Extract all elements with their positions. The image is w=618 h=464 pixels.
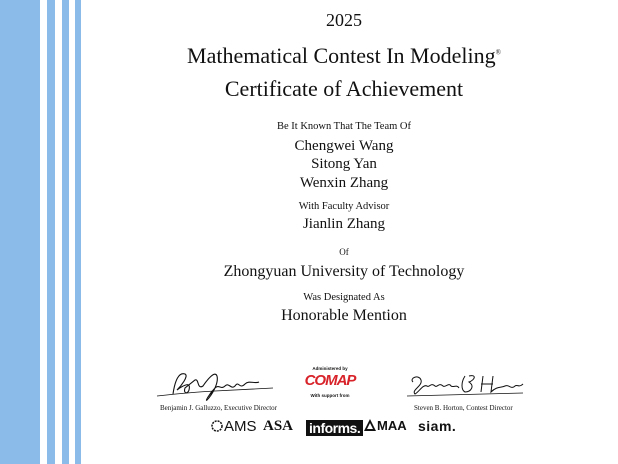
executive-director-signature (155, 366, 275, 402)
certificate-subtitle: Certificate of Achievement (224, 76, 464, 101)
institution-name: Zhongyuan University of Technology (223, 263, 465, 280)
maa-logo (363, 418, 407, 433)
ams-logo (210, 418, 257, 435)
advisor-label: With Faculty Advisor (298, 201, 390, 212)
comap-logo: COMAP (304, 372, 356, 389)
contest-director-signature (405, 370, 525, 402)
contest-title (70, 43, 618, 69)
of-label: Of (339, 247, 349, 257)
ams-emblem-icon (210, 419, 224, 433)
advisor-name: Jianlin Zhang (302, 216, 386, 232)
designation: Honorable Mention (281, 307, 407, 324)
contest-director-caption: Steven B. Horton, Contest Director (414, 404, 513, 412)
maa-emblem-icon (363, 418, 377, 432)
comap-block (300, 366, 360, 398)
certificate-year: 2025 (326, 10, 362, 30)
stripe-narrow (62, 0, 69, 464)
registered-mark: ® (495, 48, 501, 57)
support-label: With support from (310, 393, 350, 398)
maa-text: MAA (377, 418, 407, 433)
stripe-wide (0, 0, 40, 464)
siam-logo: siam. (418, 418, 457, 434)
designation-label: Was Designated As (303, 292, 385, 303)
asa-logo: ASA (263, 418, 294, 434)
contest-title-text: Mathematical Contest In Modeling (187, 43, 496, 68)
administered-by-label: Administered by (312, 366, 348, 371)
ams-text: AMS (224, 418, 257, 435)
executive-director-caption: Benjamin J. Galluzzo, Executive Director (160, 404, 278, 412)
team-member: Wenxin Zhang (299, 175, 389, 191)
team-member: Chengwei Wang (294, 138, 394, 154)
intro-text: Be It Known That The Team Of (277, 121, 411, 132)
team-member: Sitong Yan (311, 156, 377, 172)
stripe-narrow (47, 0, 55, 464)
informs-logo: informs. (306, 420, 363, 436)
